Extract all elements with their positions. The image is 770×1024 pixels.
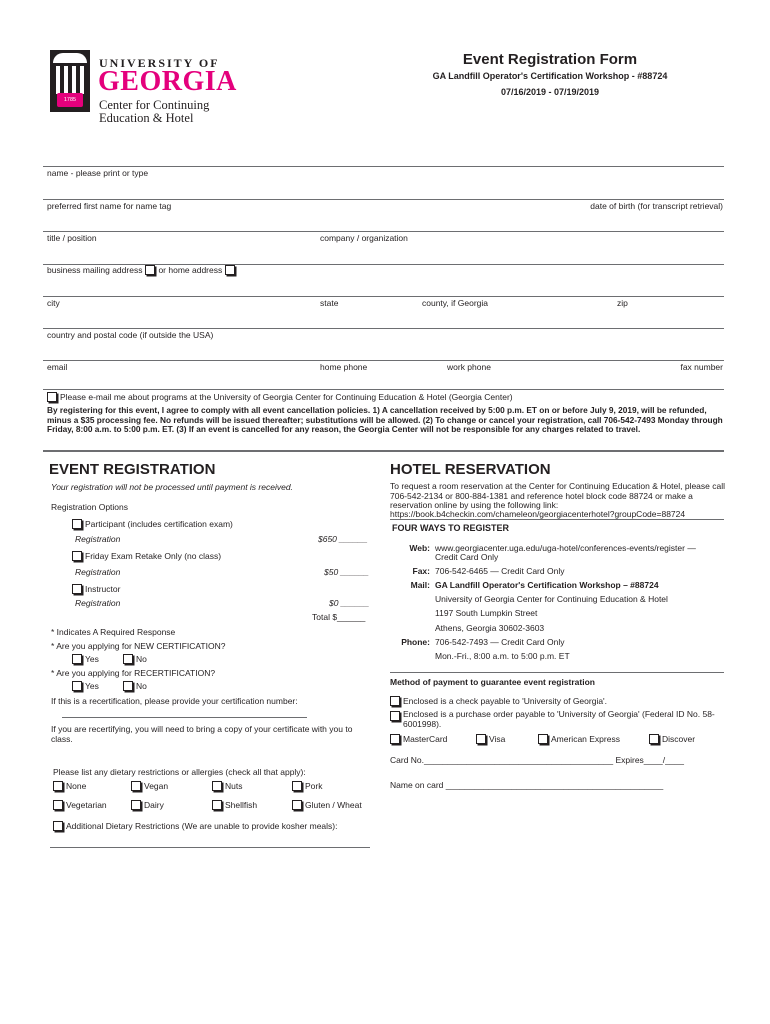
required-note: * Indicates A Required Response (51, 627, 176, 637)
home-address-label: or home address (158, 265, 223, 275)
card-option[interactable] (476, 734, 505, 744)
card-checkbox[interactable] (538, 734, 548, 744)
card-label: MasterCard (403, 734, 448, 744)
diet-label: Gluten / Wheat (305, 800, 362, 810)
participant-checkbox[interactable] (72, 519, 82, 529)
cancellation-policy: By registering for this event, I agree to comply with all event cancellation policies. 1) A cancellation received by 5:00 p.m. ET on or before July 9, 2019, will be refunded, minus a $35 processing fee. No refunds will be issued thereafter; substitutions will be allowed. (2) To change or cancel your registration, call 706-542-7493 Monday through Friday, 8:00 a.m. to 5:00 p.m. ET. (3) If an event is cancelled for any reason, the Georgia Center will not be responsible for any charges related to travel. (47, 405, 723, 435)
county-field[interactable]: county, if Georgia (422, 298, 488, 308)
total-field[interactable]: Total $______ (312, 612, 366, 622)
check-label: Enclosed is a check payable to 'University of Georgia'. (403, 696, 608, 706)
form-subtitle: GA Landfill Operator's Certification Workshop - #88724 (432, 71, 668, 81)
form-dates: 07/16/2019 - 07/19/2019 (500, 87, 600, 97)
payment-method-heading: Method of payment to guarantee event registration (390, 677, 595, 687)
dietary-label: Please list any dietary restrictions or allergies (check all that apply): (53, 767, 306, 777)
mail-line-1: GA Landfill Operator's Certification Workshop – #88724 (435, 580, 659, 590)
logo-sub1: Center for Continuing (99, 98, 210, 112)
additional-dietary-checkbox[interactable] (53, 821, 63, 831)
mail-line-4: Athens, Georgia 30602-3603 (435, 623, 545, 633)
title-field[interactable]: title / position (47, 233, 97, 243)
home-phone-field[interactable]: home phone (320, 362, 368, 372)
diet-checkbox[interactable] (292, 800, 302, 810)
cert-number-label: If this is a recertification, please provide your certification number: (51, 696, 298, 706)
event-registration-heading: EVENT REGISTRATION (49, 461, 216, 478)
mail-line-2: University of Georgia Center for Continuing Education & Hotel (435, 594, 668, 604)
instructor-checkbox[interactable] (72, 584, 82, 594)
email-field[interactable]: email (47, 362, 68, 372)
diet-option[interactable] (212, 800, 257, 810)
card-checkbox[interactable] (476, 734, 486, 744)
fax-value: 706-542-6465 — Credit Card Only (435, 566, 565, 576)
registration-options-label: Registration Options (51, 502, 129, 512)
mail-line-3: 1197 South Lumpkin Street (435, 608, 538, 618)
card-option[interactable] (538, 734, 620, 744)
optin-label: Please e-mail me about programs at the University of Georgia Center for Continuing Education & Hotel (Georgia Center) (60, 392, 513, 402)
recert-question: * Are you applying for RECERTIFICATION? (51, 668, 216, 678)
cert-number-input-line[interactable] (62, 717, 307, 718)
participant-label: Participant (includes certification exam) (85, 519, 233, 529)
diet-option[interactable] (53, 800, 107, 810)
recert-yes-checkbox[interactable] (72, 681, 82, 691)
new-cert-no-checkbox[interactable] (123, 654, 133, 664)
retake-checkbox[interactable] (72, 551, 82, 561)
diet-label: Vegetarian (66, 800, 107, 810)
recert-no-checkbox[interactable] (123, 681, 133, 691)
four-ways-heading: FOUR WAYS TO REGISTER (392, 523, 510, 533)
company-field[interactable]: company / organization (320, 233, 408, 243)
additional-dietary-label: Additional Dietary Restrictions (We are unable to provide kosher meals): (66, 821, 338, 831)
card-label: Visa (489, 734, 506, 744)
diet-option[interactable] (292, 800, 362, 810)
diet-option[interactable] (53, 781, 86, 791)
check-checkbox[interactable] (390, 696, 400, 706)
diet-checkbox[interactable] (212, 781, 222, 791)
diet-option[interactable] (292, 781, 322, 791)
web-value[interactable]: www.georgiacenter.uga.edu/uga-hotel/conferences-events/register — (435, 543, 696, 553)
retake-label: Friday Exam Retake Only (no class) (85, 551, 222, 561)
web-value-2: Credit Card Only (435, 552, 499, 562)
diet-option[interactable] (131, 781, 168, 791)
dob-field[interactable]: date of birth (for transcript retrieval) (590, 201, 723, 211)
diet-checkbox[interactable] (292, 781, 302, 791)
seal-badge: 1785 (57, 93, 83, 107)
diet-label: Nuts (225, 781, 243, 791)
fax-field[interactable]: fax number (680, 362, 723, 372)
name-on-card-field[interactable]: Name on card ______________________________________________ (390, 780, 664, 790)
logo-line1: UNIVERSITY OF (99, 56, 220, 70)
mail-label: Mail: (410, 580, 430, 590)
logo-line2: GEORGIA (98, 66, 237, 97)
form-title: Event Registration Form (462, 51, 638, 68)
diet-label: Shellfish (225, 800, 258, 810)
diet-option[interactable] (212, 781, 242, 791)
card-number-field[interactable]: Card No.________________________________________ Expires____/____ (390, 755, 684, 765)
new-cert-yes-checkbox[interactable] (72, 654, 82, 664)
diet-checkbox[interactable] (53, 781, 63, 791)
retake-price[interactable]: $50 ______ (324, 567, 369, 577)
state-field[interactable]: state (320, 298, 339, 308)
diet-label: None (66, 781, 87, 791)
payment-note: Your registration will not be processed until payment is received. (51, 482, 293, 492)
diet-option[interactable] (131, 800, 164, 810)
logo-sub2: Education & Hotel (99, 111, 194, 125)
card-checkbox[interactable] (390, 734, 400, 744)
instructor-registration-label: Registration (75, 598, 121, 608)
new-cert-question: * Are you applying for NEW CERTIFICATION? (51, 641, 226, 651)
city-field[interactable]: city (47, 298, 60, 308)
instructor-label: Instructor (85, 584, 121, 594)
name-field[interactable]: name - please print or type (47, 168, 149, 178)
phone-label: Phone: (401, 637, 430, 647)
additional-dietary-input-line[interactable] (50, 847, 370, 848)
card-label: American Express (551, 734, 620, 744)
diet-label: Pork (305, 781, 323, 791)
retake-registration-label: Registration (75, 567, 121, 577)
recert-no-label: No (136, 681, 147, 691)
office-hours: Mon.-Fri., 8:00 a.m. to 5:00 p.m. ET (435, 651, 570, 661)
diet-checkbox[interactable] (212, 800, 222, 810)
hotel-booking-link[interactable]: https://book.b4checkin.com/chameleon/georgiacenterhotel?groupCode=88724 (390, 509, 686, 519)
hotel-reservation-heading: HOTEL RESERVATION (390, 461, 551, 478)
work-phone-field[interactable]: work phone (447, 362, 491, 372)
home-address-checkbox[interactable] (225, 265, 235, 275)
diet-label: Dairy (144, 800, 164, 810)
country-field[interactable]: country and postal code (if outside the USA) (47, 330, 214, 340)
business-address-field[interactable]: business mailing address (47, 265, 143, 275)
diet-checkbox[interactable] (131, 800, 141, 810)
card-checkbox[interactable] (649, 734, 659, 744)
diet-label: Vegan (144, 781, 169, 791)
card-option[interactable] (649, 734, 695, 744)
po-label: Enclosed is a purchase order payable to 'University of Georgia' (Federal ID No. 58-6001998). (403, 709, 715, 729)
zip-field[interactable]: zip (617, 298, 628, 308)
web-label: Web: (409, 543, 430, 553)
participant-price[interactable]: $650 ______ (318, 534, 368, 544)
new-cert-no-label: No (136, 654, 147, 664)
phone-value: 706-542-7493 — Credit Card Only (435, 637, 565, 647)
optin-checkbox[interactable] (47, 392, 57, 402)
card-label: Discover (662, 734, 696, 744)
preferred-name-field[interactable]: preferred first name for name tag (47, 201, 172, 211)
hotel-intro: To request a room reservation at the Center for Continuing Education & Hotel, please call 706-542-2134 or 800-884-1381 and reference hotel block code 88724 or make a reservation online by using the following link: (390, 481, 725, 510)
participant-registration-label: Registration (75, 534, 121, 544)
card-option[interactable] (390, 734, 447, 744)
business-address-checkbox[interactable] (145, 265, 155, 275)
recert-copy-note: If you are recertifying, you will need to bring a copy of your certificate with you to class. (51, 724, 353, 744)
po-checkbox[interactable] (390, 711, 400, 721)
instructor-price[interactable]: $0 ______ (329, 598, 370, 608)
fax-label: Fax: (412, 566, 430, 576)
new-cert-yes-label: Yes (85, 654, 99, 664)
recert-yes-label: Yes (85, 681, 99, 691)
diet-checkbox[interactable] (131, 781, 141, 791)
diet-checkbox[interactable] (53, 800, 63, 810)
